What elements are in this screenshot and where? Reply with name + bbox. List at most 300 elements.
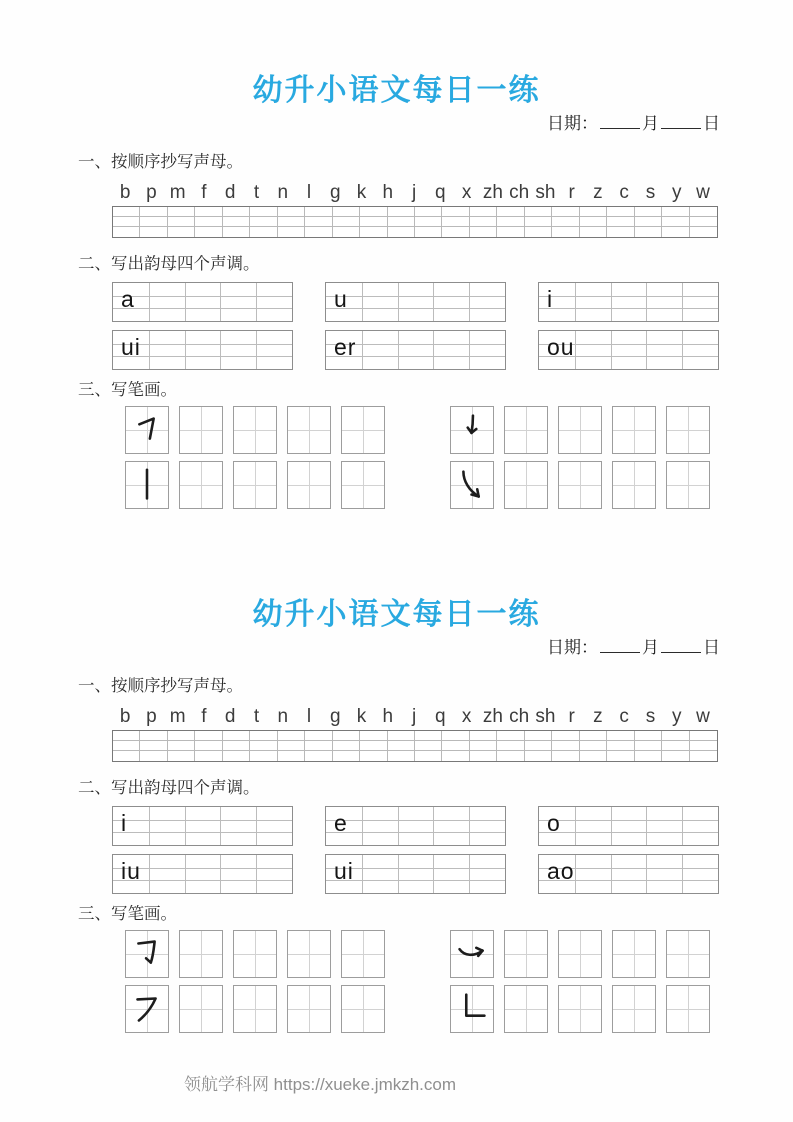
grid-cell	[525, 207, 552, 217]
grid-line	[433, 331, 434, 369]
date-month-blank	[600, 637, 640, 653]
grid-line	[185, 855, 186, 893]
grid-cell	[333, 741, 360, 751]
initial-letter: r	[568, 182, 575, 203]
final-tone-box	[325, 806, 506, 846]
date-month-label: 月	[642, 638, 659, 657]
date-day-label: 日	[703, 114, 720, 133]
initial-letter: c	[619, 706, 629, 727]
date-line	[0, 112, 720, 136]
grid-line	[539, 308, 718, 309]
grid-cell	[580, 751, 607, 761]
grid-cell	[360, 731, 387, 741]
initial-letter: g	[329, 182, 341, 203]
date-month-label: 月	[642, 114, 659, 133]
grid-cell	[690, 217, 717, 227]
grid-cell	[415, 227, 442, 237]
stroke-row	[125, 985, 793, 1033]
grid-cell	[662, 217, 689, 227]
grid-line	[682, 283, 683, 321]
grid-cell	[305, 751, 332, 761]
grid-line	[256, 331, 257, 369]
grid-cell	[388, 227, 415, 237]
grid-line	[149, 855, 150, 893]
tone-box-row	[112, 282, 793, 322]
initial-letter: p	[146, 706, 157, 727]
grid-line	[611, 807, 612, 845]
stroke-practice-cell	[504, 461, 548, 509]
grid-cell	[278, 751, 305, 761]
grid-line	[611, 283, 612, 321]
stroke-practice-group	[450, 930, 710, 978]
grid-cell	[662, 227, 689, 237]
grid-line	[362, 855, 363, 893]
initial-letter: k	[356, 182, 367, 203]
grid-cell	[333, 751, 360, 761]
stroke-model-cell	[450, 985, 494, 1033]
grid-cell	[580, 217, 607, 227]
grid-line	[682, 807, 683, 845]
final-letter: iu	[121, 858, 141, 884]
stroke-practice-cell	[504, 406, 548, 454]
grid-line	[646, 331, 647, 369]
initials-row	[112, 706, 716, 728]
stroke-practice-cell	[612, 406, 656, 454]
stroke-practice-cell	[287, 930, 331, 978]
stroke-practice-cell	[179, 461, 223, 509]
initial-letter: h	[382, 706, 394, 727]
initial-letter: x	[461, 706, 472, 727]
final-tone-box	[538, 330, 719, 370]
grid-cell	[113, 227, 140, 237]
grid-cell	[442, 217, 469, 227]
stroke-model-cell	[125, 930, 169, 978]
stroke-practice-cell	[558, 985, 602, 1033]
grid-cell	[470, 227, 497, 237]
grid-cell	[223, 731, 250, 741]
grid-cell	[168, 741, 195, 751]
final-tone-box	[325, 330, 506, 370]
grid-cell	[360, 751, 387, 761]
worksheet	[0, 74, 793, 509]
grid-cell	[140, 741, 167, 751]
grid-cell	[223, 217, 250, 227]
grid-cell	[415, 217, 442, 227]
grid-cell	[497, 217, 524, 227]
stroke-practice-group	[450, 406, 710, 454]
initial-letter: t	[253, 182, 260, 203]
initial-letter: z	[593, 706, 603, 727]
initial-letter: ch	[509, 182, 530, 203]
stroke-practice-cell	[341, 461, 385, 509]
shuzhe-stroke-icon	[451, 986, 493, 1032]
grid-cell	[552, 751, 579, 761]
initial-letter: y	[671, 706, 682, 727]
stroke-practice-cell	[287, 985, 331, 1033]
grid-line	[220, 331, 221, 369]
grid-cell	[140, 731, 167, 741]
grid-cell	[250, 731, 277, 741]
grid-cell	[305, 227, 332, 237]
final-letter: e	[334, 810, 348, 836]
grid-line	[398, 331, 399, 369]
section-strokes-heading: 三、写笔画。	[78, 905, 177, 923]
grid-line	[185, 283, 186, 321]
initial-letter: m	[169, 182, 186, 203]
grid-cell	[607, 227, 634, 237]
initial-letter: zh	[482, 182, 503, 203]
initial-letter: z	[593, 182, 603, 203]
fourline-writing-grid	[112, 206, 718, 238]
initial-letter: k	[356, 706, 367, 727]
final-tone-box	[112, 854, 293, 894]
grid-cell	[690, 207, 717, 217]
final-letter: o	[547, 810, 561, 836]
final-tone-box	[325, 282, 506, 322]
stroke-practice-cell	[558, 930, 602, 978]
initial-letter: x	[461, 182, 472, 203]
stroke-model-cell	[450, 930, 494, 978]
hengzhe-stroke-icon	[126, 407, 168, 453]
grid-cell	[195, 741, 222, 751]
grid-cell	[113, 731, 140, 741]
final-letter: ui	[334, 858, 354, 884]
final-letter: i	[121, 810, 128, 836]
grid-line	[398, 807, 399, 845]
stroke-practice-cell	[233, 985, 277, 1033]
stroke-model-cell	[125, 985, 169, 1033]
initial-letter: w	[696, 182, 710, 203]
grid-cell	[415, 731, 442, 741]
grid-cell	[168, 207, 195, 217]
final-letter: ui	[121, 334, 141, 360]
stroke-model-cell	[450, 406, 494, 454]
initial-letter: l	[306, 182, 312, 203]
worksheet-title: 幼升小语文每日一练	[252, 74, 541, 107]
grid-line	[539, 296, 718, 297]
grid-cell	[525, 741, 552, 751]
date-day-blank	[661, 637, 701, 653]
grid-cell	[607, 731, 634, 741]
grid-line	[398, 855, 399, 893]
grid-cell	[442, 731, 469, 741]
grid-cell	[278, 207, 305, 217]
worksheet-title: 幼升小语文每日一练	[252, 598, 541, 631]
grid-line	[326, 832, 505, 833]
final-letter: ao	[547, 858, 575, 884]
initial-letter: d	[224, 182, 236, 203]
stroke-practice-cell	[341, 985, 385, 1033]
stroke-practice-cell	[233, 930, 277, 978]
grid-line	[326, 308, 505, 309]
xiewan-with-arrow-stroke-icon	[451, 462, 493, 508]
grid-cell	[333, 227, 360, 237]
grid-cell	[470, 741, 497, 751]
grid-line	[433, 283, 434, 321]
grid-cell	[305, 207, 332, 217]
stroke-practice-cell	[287, 461, 331, 509]
tone-box-row	[112, 806, 793, 846]
grid-cell	[662, 207, 689, 217]
initial-letter: m	[169, 706, 186, 727]
stroke-row	[125, 930, 793, 978]
grid-line	[220, 283, 221, 321]
grid-line	[433, 807, 434, 845]
grid-line	[149, 331, 150, 369]
stroke-practice-cell	[666, 461, 710, 509]
grid-line	[469, 283, 470, 321]
grid-line	[220, 855, 221, 893]
initial-letter: f	[201, 182, 207, 203]
grid-cell	[140, 207, 167, 217]
initial-letter: n	[277, 182, 289, 203]
grid-cell	[333, 731, 360, 741]
section-copy-initials-heading: 一、按顺序抄写声母。	[78, 153, 243, 171]
grid-line	[433, 855, 434, 893]
grid-cell	[333, 207, 360, 217]
grid-cell	[552, 217, 579, 227]
final-letter: i	[547, 286, 554, 312]
grid-cell	[497, 227, 524, 237]
initial-letter: j	[411, 182, 417, 203]
section-finals-tones-heading: 二、写出韵母四个声调。	[78, 255, 260, 273]
stroke-practice-cell	[504, 985, 548, 1033]
initial-letter: f	[201, 706, 207, 727]
final-tone-box	[112, 282, 293, 322]
grid-cell	[635, 217, 662, 227]
stroke-practice-group	[450, 985, 710, 1033]
initial-letter: s	[645, 182, 656, 203]
grid-cell	[388, 731, 415, 741]
grid-line	[575, 331, 576, 369]
grid-cell	[580, 741, 607, 751]
stroke-model-cell	[450, 461, 494, 509]
grid-line	[575, 283, 576, 321]
initial-letter: sh	[535, 706, 556, 727]
final-letter: u	[334, 286, 348, 312]
grid-line	[646, 855, 647, 893]
grid-cell	[497, 741, 524, 751]
grid-cell	[305, 731, 332, 741]
grid-cell	[470, 217, 497, 227]
grid-cell	[662, 731, 689, 741]
grid-line	[113, 308, 292, 309]
grid-cell	[580, 227, 607, 237]
stroke-practice-group	[125, 461, 385, 509]
wogou-stroke-icon	[451, 931, 493, 977]
grid-line	[362, 807, 363, 845]
grid-cell	[552, 731, 579, 741]
shu-stroke-icon	[126, 462, 168, 508]
grid-cell	[278, 227, 305, 237]
stroke-practice-cell	[612, 930, 656, 978]
section-strokes-heading: 三、写笔画。	[78, 381, 177, 399]
grid-cell	[140, 227, 167, 237]
stroke-practice-group	[450, 461, 710, 509]
grid-line	[469, 331, 470, 369]
grid-cell	[415, 741, 442, 751]
grid-line	[539, 832, 718, 833]
grid-cell	[168, 751, 195, 761]
grid-line	[469, 807, 470, 845]
date-label: 日期：	[547, 114, 598, 133]
final-letter: er	[334, 334, 357, 360]
tone-box-row	[112, 330, 793, 370]
grid-cell	[113, 751, 140, 761]
grid-cell	[470, 751, 497, 761]
initial-letter: b	[119, 706, 131, 727]
shu-with-arrow-stroke-icon	[451, 407, 493, 453]
stroke-model-cell	[125, 406, 169, 454]
grid-line	[113, 832, 292, 833]
grid-cell	[140, 217, 167, 227]
stroke-practice-cell	[558, 406, 602, 454]
grid-cell	[662, 751, 689, 761]
grid-line	[646, 283, 647, 321]
grid-cell	[497, 207, 524, 217]
stroke-practice-cell	[666, 985, 710, 1033]
grid-line	[539, 820, 718, 821]
stroke-practice-cell	[233, 406, 277, 454]
stroke-practice-group	[125, 985, 385, 1033]
grid-line	[220, 807, 221, 845]
date-line	[0, 636, 720, 660]
stroke-row	[125, 406, 793, 454]
stroke-practice-group	[125, 930, 385, 978]
grid-cell	[580, 207, 607, 217]
initial-letter: g	[329, 706, 341, 727]
grid-line	[682, 331, 683, 369]
initial-letter: l	[306, 706, 312, 727]
stroke-practice-group	[125, 406, 385, 454]
stroke-model-cell	[125, 461, 169, 509]
grid-cell	[223, 227, 250, 237]
grid-line	[256, 807, 257, 845]
grid-cell	[250, 741, 277, 751]
grid-line	[362, 283, 363, 321]
grid-cell	[607, 217, 634, 227]
grid-cell	[690, 731, 717, 741]
grid-line	[646, 807, 647, 845]
grid-cell	[168, 731, 195, 741]
grid-cell	[360, 217, 387, 227]
date-label: 日期：	[547, 638, 598, 657]
grid-cell	[442, 741, 469, 751]
initial-letter: y	[671, 182, 682, 203]
initial-letter: t	[253, 706, 260, 727]
stroke-practice-cell	[179, 406, 223, 454]
stroke-practice-cell	[612, 985, 656, 1033]
grid-line	[149, 283, 150, 321]
grid-cell	[607, 207, 634, 217]
initial-letter: r	[568, 706, 575, 727]
grid-cell	[635, 227, 662, 237]
grid-cell	[525, 751, 552, 761]
final-tone-box	[538, 854, 719, 894]
grid-cell	[223, 741, 250, 751]
initial-letter: ch	[509, 706, 530, 727]
grid-cell	[635, 207, 662, 217]
final-letter: ou	[547, 334, 575, 360]
stroke-practice-cell	[233, 461, 277, 509]
grid-cell	[388, 741, 415, 751]
fourline-writing-grid	[112, 730, 718, 762]
grid-cell	[607, 751, 634, 761]
grid-cell	[415, 751, 442, 761]
grid-cell	[690, 227, 717, 237]
grid-line	[469, 855, 470, 893]
grid-cell	[305, 741, 332, 751]
grid-cell	[305, 217, 332, 227]
grid-cell	[360, 227, 387, 237]
initial-letter: q	[435, 706, 446, 727]
grid-cell	[388, 207, 415, 217]
stroke-practice-cell	[666, 930, 710, 978]
grid-cell	[333, 217, 360, 227]
stroke-row	[125, 461, 793, 509]
initial-letter: w	[696, 706, 710, 727]
stroke-practice-cell	[341, 406, 385, 454]
grid-line	[611, 855, 612, 893]
grid-cell	[388, 217, 415, 227]
grid-cell	[223, 751, 250, 761]
grid-cell	[497, 731, 524, 741]
grid-cell	[113, 217, 140, 227]
grid-line	[362, 331, 363, 369]
date-month-blank	[600, 113, 640, 129]
grid-cell	[278, 731, 305, 741]
initial-letter: p	[146, 182, 157, 203]
grid-cell	[250, 207, 277, 217]
grid-cell	[140, 751, 167, 761]
footer-credit: 领航学科网 https://xueke.jmkzh.com	[183, 1075, 457, 1094]
grid-cell	[195, 751, 222, 761]
grid-line	[611, 331, 612, 369]
stroke-practice-cell	[179, 930, 223, 978]
stroke-practice-cell	[287, 406, 331, 454]
grid-cell	[442, 751, 469, 761]
grid-cell	[580, 731, 607, 741]
grid-cell	[113, 207, 140, 217]
initial-letter: d	[224, 706, 236, 727]
grid-cell	[195, 217, 222, 227]
date-day-blank	[661, 113, 701, 129]
grid-cell	[195, 207, 222, 217]
grid-cell	[415, 207, 442, 217]
grid-cell	[552, 227, 579, 237]
grid-line	[575, 807, 576, 845]
stroke-practice-cell	[341, 930, 385, 978]
grid-cell	[250, 751, 277, 761]
initial-letter: b	[119, 182, 131, 203]
grid-cell	[223, 207, 250, 217]
initial-letter: s	[645, 706, 656, 727]
grid-cell	[470, 207, 497, 217]
grid-cell	[195, 227, 222, 237]
stroke-practice-cell	[612, 461, 656, 509]
final-tone-box	[112, 330, 293, 370]
grid-cell	[442, 227, 469, 237]
grid-cell	[635, 751, 662, 761]
grid-line	[185, 331, 186, 369]
grid-cell	[635, 731, 662, 741]
grid-cell	[662, 741, 689, 751]
section-finals-tones-heading: 二、写出韵母四个声调。	[78, 779, 260, 797]
grid-cell	[552, 207, 579, 217]
final-tone-box	[325, 854, 506, 894]
grid-cell	[442, 207, 469, 217]
initial-letter: sh	[535, 182, 556, 203]
